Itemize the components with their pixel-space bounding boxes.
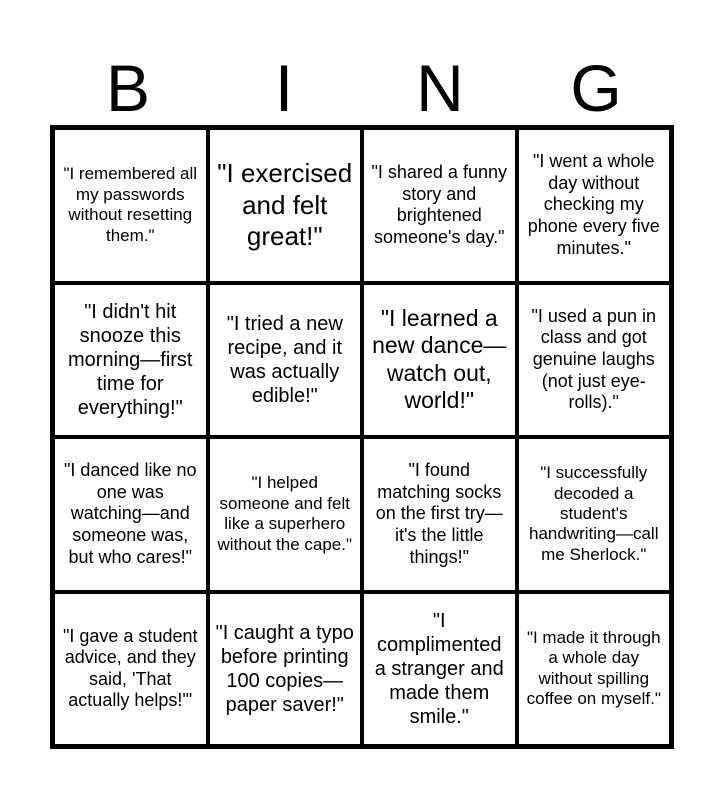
bingo-cell[interactable] [362,283,517,438]
cell-text: "I caught a typo before printing 100 copies—paper saver!" [215,621,354,716]
cell-text: "I used a pun in class and got genuine laughs (not just eye-rolls)." [531,305,656,413]
bingo-cell[interactable] [208,592,363,747]
bingo-cell[interactable] [53,592,208,747]
cell-text: "I successfully decoded a student's handwriting—call me Sherlock." [529,463,659,564]
bingo-cell[interactable] [362,128,517,283]
cell-text: "I tried a new recipe, and it was actually edible!" [226,312,343,407]
cell-text: "I learned a new dance—watch out, world!" [372,304,507,414]
bingo-cell[interactable] [517,437,672,592]
cell-text: "I shared a funny story and brightened someone's day." [371,162,507,247]
cell-text: "I exercised and felt great!" [217,158,353,251]
header-letter-g: G [570,51,622,125]
header-letter-n: N [416,51,464,125]
bingo-grid [50,125,674,749]
cell-text: "I danced like no one was watching—and someone was, but who cares!" [64,460,197,567]
cell-text: "I helped someone and felt like a superhero without the cape." [217,473,353,554]
bingo-cell[interactable] [208,283,363,438]
cell-text: "I didn't hit snooze this morning—first time for everything!" [68,300,193,419]
bingo-cell[interactable] [517,128,672,283]
cell-text: "I gave a student advice, and they said, 'That actually helps!'" [63,625,198,711]
cell-text: "I complimented a stranger and made them smile." [374,609,504,728]
header-letter-b: B [105,51,151,125]
bingo-cell[interactable] [362,437,517,592]
cell-text: "I went a whole day without checking my phone every five minutes." [527,151,660,258]
cell-text: "I found matching socks on the first try—it's the little things!" [375,460,503,567]
bingo-cell[interactable] [53,128,208,283]
header-letter-i: I [274,51,294,125]
cell-text: "I made it through a whole day without spilling coffee on myself." [526,627,661,709]
bingo-cell[interactable] [53,283,208,438]
bingo-cell[interactable] [517,283,672,438]
bingo-cell[interactable] [208,437,363,592]
bingo-cell[interactable] [362,592,517,747]
bingo-cell[interactable] [53,437,208,592]
bingo-header [50,52,674,124]
cell-text: "I remembered all my passwords without resetting them." [63,164,198,245]
bingo-cell[interactable] [208,128,363,283]
bingo-cell[interactable] [517,592,672,747]
